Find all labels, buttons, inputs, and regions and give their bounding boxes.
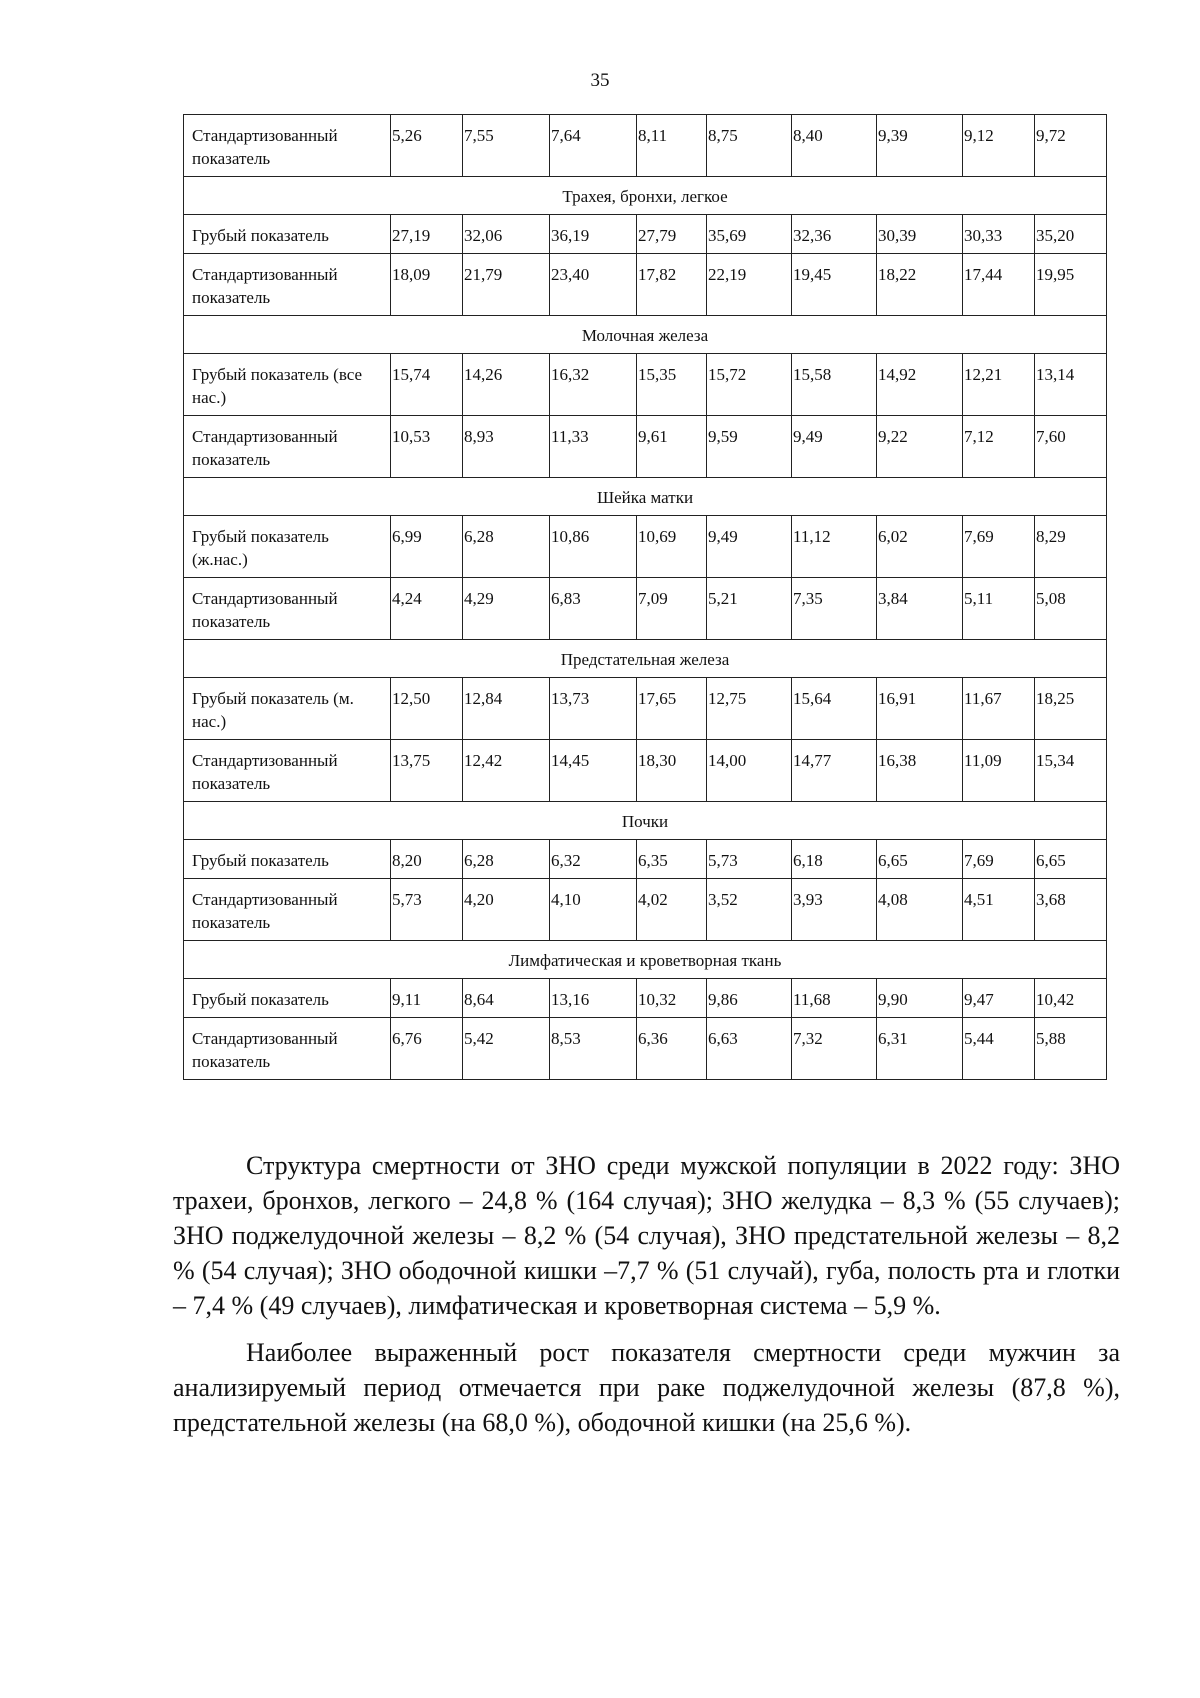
table-cell: 9,49 — [707, 516, 792, 578]
table-cell: 18,22 — [877, 254, 963, 316]
row-label: Стандартизованный показатель — [184, 740, 391, 802]
statistics-table — [183, 114, 1107, 1080]
row-label: Грубый показатель (все нас.) — [184, 354, 391, 416]
table-cell: 19,95 — [1035, 254, 1107, 316]
table-cell: 8,11 — [637, 115, 707, 177]
table-cell: 6,02 — [877, 516, 963, 578]
table-cell: 27,19 — [391, 215, 463, 254]
table-cell: 14,77 — [792, 740, 877, 802]
table-cell: 12,75 — [707, 678, 792, 740]
table-cell: 13,75 — [391, 740, 463, 802]
table-cell: 14,26 — [463, 354, 550, 416]
table-cell: 8,93 — [463, 416, 550, 478]
table-cell: 16,91 — [877, 678, 963, 740]
table-cell: 7,32 — [792, 1018, 877, 1080]
table-section-row — [184, 941, 1107, 979]
table-cell: 3,52 — [707, 879, 792, 941]
table-cell: 12,84 — [463, 678, 550, 740]
table-cell: 10,32 — [637, 979, 707, 1018]
table-cell: 17,82 — [637, 254, 707, 316]
table-cell: 3,68 — [1035, 879, 1107, 941]
table-cell: 9,22 — [877, 416, 963, 478]
table-row — [184, 979, 1107, 1018]
row-label: Грубый показатель — [184, 215, 391, 254]
table-cell: 15,72 — [707, 354, 792, 416]
row-label: Грубый показатель — [184, 979, 391, 1018]
table-cell: 11,12 — [792, 516, 877, 578]
table-cell: 4,51 — [963, 879, 1035, 941]
table-cell: 13,16 — [550, 979, 637, 1018]
table-cell: 15,74 — [391, 354, 463, 416]
row-label: Грубый показатель — [184, 840, 391, 879]
table-cell: 22,19 — [707, 254, 792, 316]
table-cell: 6,76 — [391, 1018, 463, 1080]
table-row — [184, 215, 1107, 254]
table-cell: 6,18 — [792, 840, 877, 879]
section-heading: Предстательная железа — [184, 640, 1107, 678]
table-cell: 9,11 — [391, 979, 463, 1018]
table-row — [184, 840, 1107, 879]
section-heading: Шейка матки — [184, 478, 1107, 516]
table-row — [184, 416, 1107, 478]
table-cell: 10,42 — [1035, 979, 1107, 1018]
table-cell: 32,36 — [792, 215, 877, 254]
table-cell: 4,02 — [637, 879, 707, 941]
table-cell: 27,79 — [637, 215, 707, 254]
table-row — [184, 678, 1107, 740]
section-heading: Трахея, бронхи, легкое — [184, 177, 1107, 215]
table-row — [184, 516, 1107, 578]
table-cell: 5,21 — [707, 578, 792, 640]
table-cell: 10,86 — [550, 516, 637, 578]
table-cell: 9,61 — [637, 416, 707, 478]
table-body — [184, 115, 1107, 1080]
table-cell: 7,55 — [463, 115, 550, 177]
table-cell: 35,20 — [1035, 215, 1107, 254]
table-cell: 9,59 — [707, 416, 792, 478]
table-cell: 9,12 — [963, 115, 1035, 177]
table-cell: 8,53 — [550, 1018, 637, 1080]
table-cell: 6,63 — [707, 1018, 792, 1080]
table-cell: 19,45 — [792, 254, 877, 316]
table-row — [184, 879, 1107, 941]
table-cell: 30,33 — [963, 215, 1035, 254]
table-cell: 6,83 — [550, 578, 637, 640]
table-row — [184, 115, 1107, 177]
row-label: Грубый показатель (м. нас.) — [184, 678, 391, 740]
table-cell: 6,36 — [637, 1018, 707, 1080]
table-cell: 16,38 — [877, 740, 963, 802]
table-cell: 12,21 — [963, 354, 1035, 416]
table-cell: 14,92 — [877, 354, 963, 416]
table-cell: 7,09 — [637, 578, 707, 640]
table-cell: 18,25 — [1035, 678, 1107, 740]
table-cell: 7,64 — [550, 115, 637, 177]
table-cell: 4,24 — [391, 578, 463, 640]
table-row — [184, 740, 1107, 802]
table-cell: 5,42 — [463, 1018, 550, 1080]
table-cell: 3,93 — [792, 879, 877, 941]
table-cell: 14,00 — [707, 740, 792, 802]
table-cell: 5,08 — [1035, 578, 1107, 640]
table-cell: 10,53 — [391, 416, 463, 478]
row-label: Стандартизованный показатель — [184, 115, 391, 177]
table-cell: 12,42 — [463, 740, 550, 802]
table-cell: 6,65 — [877, 840, 963, 879]
table-cell: 7,35 — [792, 578, 877, 640]
table-cell: 6,32 — [550, 840, 637, 879]
table-cell: 4,10 — [550, 879, 637, 941]
table-cell: 17,65 — [637, 678, 707, 740]
table-cell: 23,40 — [550, 254, 637, 316]
table-cell: 6,31 — [877, 1018, 963, 1080]
row-label: Стандартизованный показатель — [184, 254, 391, 316]
table-cell: 13,14 — [1035, 354, 1107, 416]
table-cell: 5,88 — [1035, 1018, 1107, 1080]
row-label: Стандартизованный показатель — [184, 416, 391, 478]
table-cell: 6,28 — [463, 840, 550, 879]
table-row — [184, 578, 1107, 640]
table-cell: 4,20 — [463, 879, 550, 941]
table-cell: 18,30 — [637, 740, 707, 802]
table-cell: 3,84 — [877, 578, 963, 640]
table-cell: 6,65 — [1035, 840, 1107, 879]
table-cell: 8,64 — [463, 979, 550, 1018]
table-section-row — [184, 478, 1107, 516]
table-cell: 12,50 — [391, 678, 463, 740]
table-cell: 9,39 — [877, 115, 963, 177]
table-cell: 5,44 — [963, 1018, 1035, 1080]
table-cell: 8,20 — [391, 840, 463, 879]
table-cell: 5,26 — [391, 115, 463, 177]
table-cell: 9,90 — [877, 979, 963, 1018]
table-cell: 8,40 — [792, 115, 877, 177]
section-heading: Почки — [184, 802, 1107, 840]
paragraph-mortality-structure: Структура смертности от ЗНО среди мужской популяции в 2022 году: ЗНО трахеи, бронхов, легкого – 24,8 % (164 случая); ЗНО желудка – 8,3 % (55 случаев); ЗНО поджелудочной железы – 8,2 % (54 случая), ЗНО предстательной железы – 8,2 % (54 случая); ЗНО ободочной кишки –7,7 % (51 случай), губа, полость рта и глотки – 7,4 % (49 случаев), лимфатическая и кроветворная система – 5,9 %. — [173, 1151, 1120, 1320]
table-cell: 7,12 — [963, 416, 1035, 478]
page-number: 35 — [590, 70, 610, 91]
table-cell: 5,11 — [963, 578, 1035, 640]
table-cell: 15,64 — [792, 678, 877, 740]
table-row — [184, 1018, 1107, 1080]
table-row — [184, 254, 1107, 316]
table-cell: 9,72 — [1035, 115, 1107, 177]
table-cell: 32,06 — [463, 215, 550, 254]
table-cell: 9,47 — [963, 979, 1035, 1018]
table-cell: 11,09 — [963, 740, 1035, 802]
table-cell: 11,33 — [550, 416, 637, 478]
table-cell: 6,35 — [637, 840, 707, 879]
table-cell: 35,69 — [707, 215, 792, 254]
table-section-row — [184, 802, 1107, 840]
table-cell: 13,73 — [550, 678, 637, 740]
table-cell: 11,67 — [963, 678, 1035, 740]
table-cell: 7,69 — [963, 840, 1035, 879]
table-cell: 7,60 — [1035, 416, 1107, 478]
table-section-row — [184, 177, 1107, 215]
table-cell: 21,79 — [463, 254, 550, 316]
table-cell: 4,29 — [463, 578, 550, 640]
table-cell: 15,58 — [792, 354, 877, 416]
table-cell: 14,45 — [550, 740, 637, 802]
row-label: Стандартизованный показатель — [184, 1018, 391, 1080]
table-cell: 8,75 — [707, 115, 792, 177]
table-section-row — [184, 640, 1107, 678]
table-cell: 9,49 — [792, 416, 877, 478]
table-cell: 15,35 — [637, 354, 707, 416]
row-label: Стандартизованный показатель — [184, 879, 391, 941]
table-cell: 15,34 — [1035, 740, 1107, 802]
table-cell: 5,73 — [707, 840, 792, 879]
table-cell: 6,99 — [391, 516, 463, 578]
table-cell: 5,73 — [391, 879, 463, 941]
table-row — [184, 354, 1107, 416]
table-cell: 30,39 — [877, 215, 963, 254]
row-label: Стандартизованный показатель — [184, 578, 391, 640]
table-cell: 11,68 — [792, 979, 877, 1018]
section-heading: Лимфатическая и кроветворная ткань — [184, 941, 1107, 979]
table-cell: 17,44 — [963, 254, 1035, 316]
table-cell: 4,08 — [877, 879, 963, 941]
table-cell: 16,32 — [550, 354, 637, 416]
table-cell: 10,69 — [637, 516, 707, 578]
row-label: Грубый показатель (ж.нас.) — [184, 516, 391, 578]
table-cell: 36,19 — [550, 215, 637, 254]
paragraph-mortality-growth: Наиболее выраженный рост показателя смертности среди мужчин за анализируемый период отмечается при раке поджелудочной железы (87,8 %), предстательной железы (на 68,0 %), ободочной кишки (на 25,6 %). — [173, 1338, 1120, 1437]
body-text — [173, 1148, 1120, 1452]
table-cell: 6,28 — [463, 516, 550, 578]
table-cell: 8,29 — [1035, 516, 1107, 578]
table-cell: 18,09 — [391, 254, 463, 316]
section-heading: Молочная железа — [184, 316, 1107, 354]
table-cell: 7,69 — [963, 516, 1035, 578]
table-section-row — [184, 316, 1107, 354]
table-cell: 9,86 — [707, 979, 792, 1018]
